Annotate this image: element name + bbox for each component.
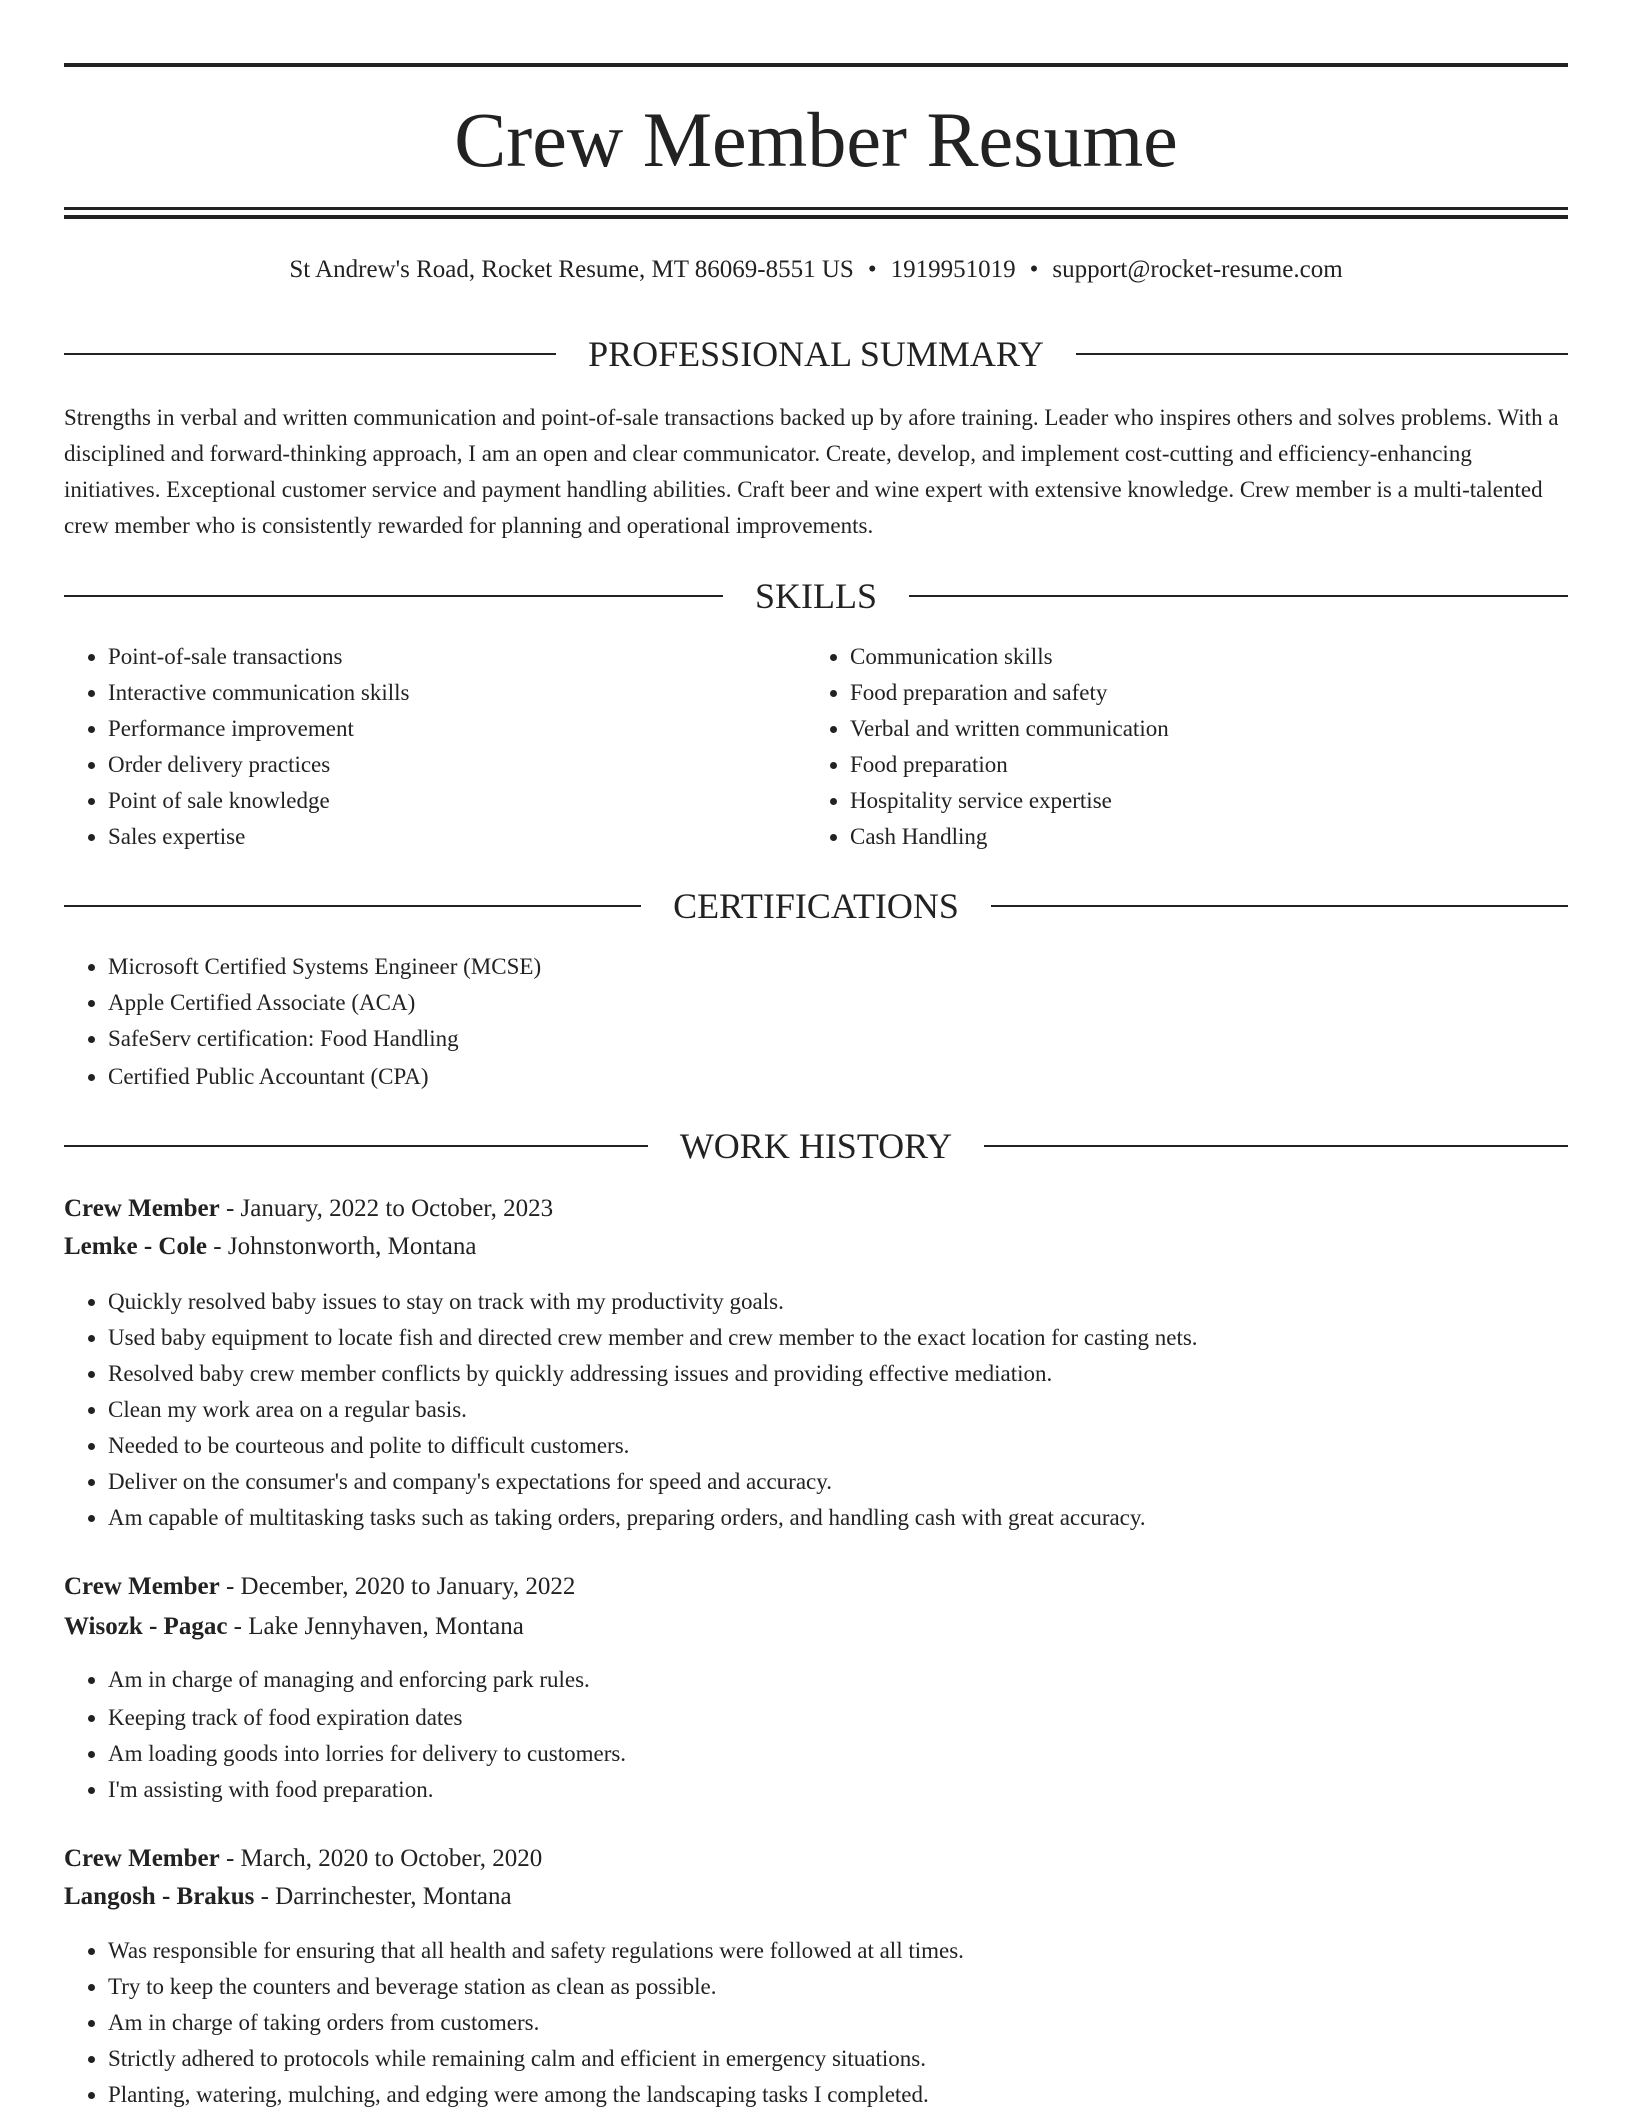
- section-heading-summary: [64, 332, 1568, 376]
- section-title: PROFESSIONAL SUMMARY: [588, 334, 1044, 374]
- job-bullets: [64, 1933, 1568, 2113]
- section-heading-work-history: [64, 1124, 1568, 1168]
- section-title: WORK HISTORY: [679, 1126, 953, 1166]
- job-bullet: • Strictly adhered to protocols while remaining calm and efficient in emergency situations.: [108, 2041, 1568, 2077]
- certifications-list: [64, 949, 1508, 1095]
- job-bullet: • I'm assisting with food preparation.: [108, 1772, 1568, 1808]
- job-location: - Johnstonworth, Montana: [207, 1233, 477, 1260]
- section-heading-skills: [64, 574, 1568, 618]
- job-title-line: [64, 1840, 1568, 1878]
- skill-item: • Sales expertise: [108, 819, 808, 855]
- job-bullet: • Try to keep the counters and beverage station as clean as possible.: [108, 1969, 1568, 2005]
- heading-rule: [909, 595, 1568, 597]
- heading-rule: [64, 595, 723, 597]
- skill-item: • Cash Handling: [850, 819, 1550, 855]
- skills-list-left: [64, 639, 808, 855]
- job-bullets: [64, 1662, 1568, 1808]
- job-dates: - January, 2022 to October, 2023: [219, 1195, 554, 1222]
- job-dates: - December, 2020 to January, 2022: [219, 1573, 576, 1600]
- skill-item: • Food preparation and safety: [850, 675, 1550, 711]
- job-bullet: • Resolved baby crew member conflicts by quickly addressing issues and providing effective mediation.: [108, 1356, 1568, 1392]
- section-title: SKILLS: [755, 576, 878, 616]
- heading-rule: [1076, 353, 1568, 355]
- skill-item: • Order delivery practices: [108, 747, 808, 783]
- job-title-line: [64, 1190, 1568, 1228]
- certification-item: • Certified Public Accountant (CPA): [108, 1059, 1508, 1095]
- job-bullet: • Used baby equipment to locate fish and directed crew member and crew member to the exact location for casting nets.: [108, 1320, 1568, 1356]
- job-bullet: • Keeping track of food expiration dates: [108, 1700, 1568, 1736]
- job-title-line: [64, 1568, 1568, 1606]
- job-company-line: [64, 1878, 1568, 1916]
- certification-item: • SafeServ certification: Food Handling: [108, 1021, 1508, 1057]
- heading-rule: [64, 1145, 648, 1147]
- page-title: Crew Member Resume: [454, 96, 1178, 183]
- certification-item: • Apple Certified Associate (ACA): [108, 985, 1508, 1021]
- top-rule: [64, 63, 1568, 67]
- job-bullet: • Needed to be courteous and polite to difficult customers.: [108, 1428, 1568, 1464]
- job-bullet: • Am in charge of managing and enforcing park rules.: [108, 1662, 1568, 1698]
- heading-rule: [991, 905, 1568, 907]
- title-rule-lower: [64, 215, 1568, 219]
- contact-separator: •: [867, 256, 877, 283]
- job-bullet: • Am loading goods into lorries for delivery to customers.: [108, 1736, 1568, 1772]
- section-heading-certifications: [64, 884, 1568, 928]
- skill-item: • Hospitality service expertise: [850, 783, 1550, 819]
- contact-email: support@rocket-resume.com: [1052, 256, 1343, 283]
- certification-item: • Microsoft Certified Systems Engineer (MCSE): [108, 949, 1508, 985]
- job-bullet: • Quickly resolved baby issues to stay on track with my productivity goals.: [108, 1284, 1568, 1320]
- job-title: Crew Member: [64, 1573, 220, 1600]
- skill-item: • Interactive communication skills: [108, 675, 808, 711]
- title-rule-upper: [64, 207, 1568, 210]
- job-company: Lemke - Cole: [64, 1233, 208, 1260]
- contact-address: St Andrew's Road, Rocket Resume, MT 86069-8551 US: [289, 256, 854, 283]
- job-dates: - March, 2020 to October, 2020: [219, 1845, 543, 1872]
- job-location: - Lake Jennyhaven, Montana: [227, 1613, 524, 1640]
- job-bullet: • Planting, watering, mulching, and edging were among the landscaping tasks I completed.: [108, 2077, 1568, 2113]
- job-title: Crew Member: [64, 1195, 220, 1222]
- job-bullet: • Was responsible for ensuring that all health and safety regulations were followed at all times.: [108, 1933, 1568, 1969]
- job-bullet: • Am in charge of taking orders from customers.: [108, 2005, 1568, 2041]
- summary-text: Strengths in verbal and written communication and point-of-sale transactions backed up by afore training. Leader who inspires others and solves problems. With a disciplined and forward-thinking approach, I am an open and clear communicator. Create, develop, and implement cost-cutting and efficiency-enhancing initiatives. Exceptional customer service and payment handling abilities. Craft beer and wine expert with extensive knowledge. Crew member is a multi-talented crew member who is consistently rewarded for planning and operational improvements.: [64, 405, 1559, 538]
- job-company-line: [64, 1228, 1568, 1266]
- job-bullet: • Clean my work area on a regular basis.: [108, 1392, 1568, 1428]
- job-company: Langosh - Brakus: [64, 1883, 255, 1910]
- heading-rule: [64, 353, 556, 355]
- skill-item: • Communication skills: [850, 639, 1550, 675]
- job-title: Crew Member: [64, 1845, 220, 1872]
- job-location: - Darrinchester, Montana: [254, 1883, 512, 1910]
- job-bullet: • Am capable of multitasking tasks such as taking orders, preparing orders, and handling cash with great accuracy.: [108, 1500, 1568, 1536]
- contact-line: [64, 253, 1568, 287]
- job-bullet: • Deliver on the consumer's and company's expectations for speed and accuracy.: [108, 1464, 1568, 1500]
- skill-item: • Point of sale knowledge: [108, 783, 808, 819]
- heading-rule: [984, 1145, 1568, 1147]
- contact-phone: 1919951019: [890, 256, 1016, 283]
- section-title: CERTIFICATIONS: [673, 886, 959, 926]
- contact-separator: •: [1029, 256, 1039, 283]
- skills-list-right: [806, 639, 1550, 855]
- skill-item: • Performance improvement: [108, 711, 808, 747]
- skill-item: • Verbal and written communication: [850, 711, 1550, 747]
- skill-item: • Food preparation: [850, 747, 1550, 783]
- job-company: Wisozk - Pagac: [64, 1613, 228, 1640]
- heading-rule: [64, 905, 641, 907]
- job-bullets: [64, 1284, 1568, 1536]
- skill-item: • Point-of-sale transactions: [108, 639, 808, 675]
- job-company-line: [64, 1608, 1568, 1646]
